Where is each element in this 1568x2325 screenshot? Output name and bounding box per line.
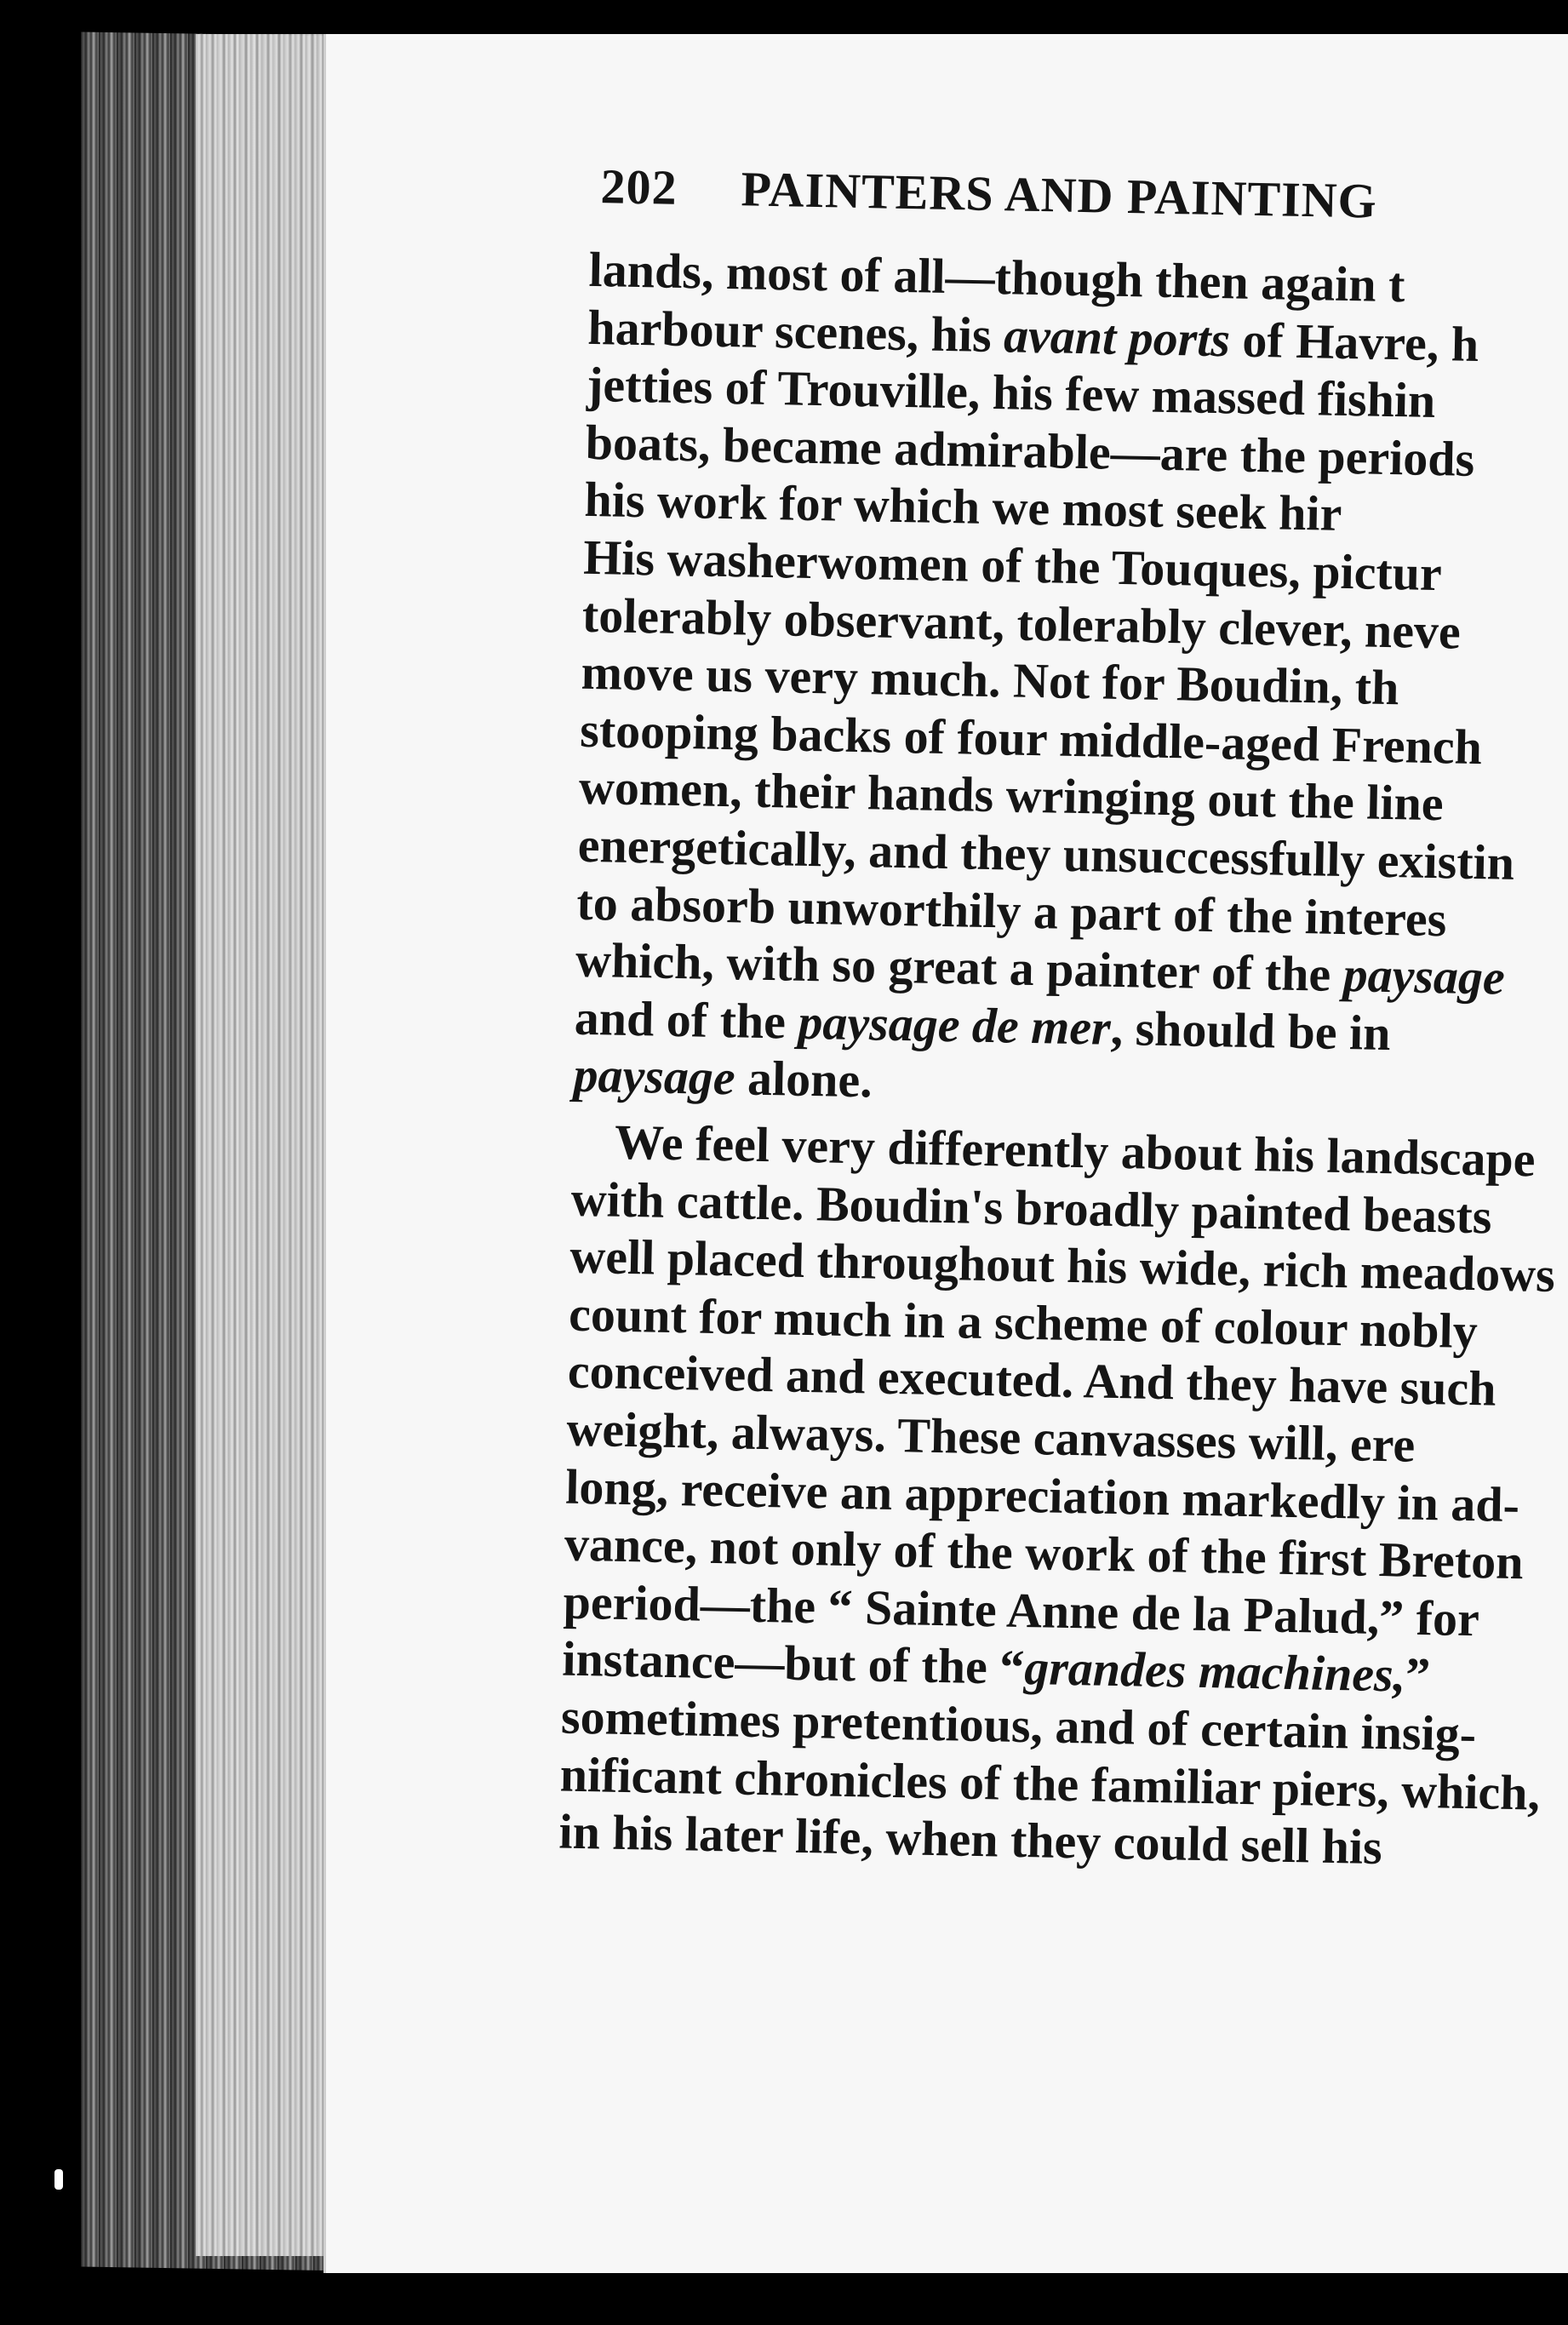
italic-text: avant ports: [1003, 306, 1231, 367]
page-number: 202: [600, 158, 678, 215]
text-run: harbour scenes, his: [587, 299, 1004, 363]
text-run: with cattle. Boudin's broadly painted beasts: [570, 1171, 1493, 1245]
text-run: sometimes pretentious, and of certain insig-: [560, 1688, 1477, 1762]
text-line: [574, 989, 1392, 1061]
italic-text: paysage: [573, 1047, 736, 1106]
text-run: well placed throughout his wide, rich meadows: [569, 1228, 1556, 1303]
text-run: alone.: [735, 1050, 873, 1108]
text-line: [573, 1047, 873, 1108]
text-line: [581, 644, 1399, 716]
text-run: in his later life, when they could sell his: [558, 1803, 1383, 1875]
text-run: of Havre, h: [1229, 311, 1479, 372]
text-run: period—the “ Sainte Anne de la Palud,” for: [563, 1573, 1480, 1647]
text-run: instance—but of the “: [561, 1630, 1025, 1696]
text-line: [583, 472, 1342, 542]
text-run: ”: [1405, 1646, 1431, 1704]
italic-text: grandes machines,: [1023, 1640, 1406, 1703]
text-run: weight, always. These canvasses will, ere: [566, 1400, 1416, 1473]
text-run: stooping backs of four middle-aged French: [579, 702, 1483, 775]
running-head-title: PAINTERS AND PAINTING: [741, 161, 1378, 229]
text-line: [588, 241, 1406, 313]
text-line: [558, 1803, 1383, 1875]
text-run: tolerably observant, tolerably clever, neve: [581, 587, 1462, 660]
text-run: long, receive an appreciation markedly in ad-: [564, 1458, 1520, 1532]
text-run: to absorb unworthily a part of the interes: [575, 874, 1447, 947]
text-run: which, with so great a painter of the: [575, 931, 1344, 1003]
italic-text: paysage: [1342, 947, 1506, 1005]
italic-text: paysage de mer: [797, 994, 1112, 1056]
text-run: and of the: [574, 989, 799, 1050]
text-run: move us very much. Not for Boudin, th: [581, 644, 1399, 716]
text-run: nificant chronicles of the familiar piers, which,: [559, 1746, 1541, 1821]
text-run: women, their hands wringing out the line: [578, 759, 1445, 832]
text-run: boats, became admirable—are the periods: [585, 414, 1475, 487]
running-header: [600, 157, 1377, 229]
text-run: count for much in a scheme of colour nobly: [568, 1286, 1479, 1359]
text-run: We feel very differently about his landscape: [614, 1114, 1537, 1188]
text-run: energetically, and they unsuccessfully existin: [577, 816, 1515, 890]
text-run: his work for which we most seek hir: [583, 472, 1342, 542]
text-run: lands, most of all—though then again t: [588, 241, 1406, 313]
text-run: conceived and executed. And they have such: [567, 1343, 1497, 1417]
text-run: His washerwomen of the Touques, pictur: [582, 529, 1443, 602]
text-run: vance, not only of the work of the first Breton: [564, 1515, 1525, 1590]
text-run: jetties of Trouville, his few massed fishin: [586, 357, 1436, 429]
text-run: , should be in: [1110, 999, 1392, 1061]
